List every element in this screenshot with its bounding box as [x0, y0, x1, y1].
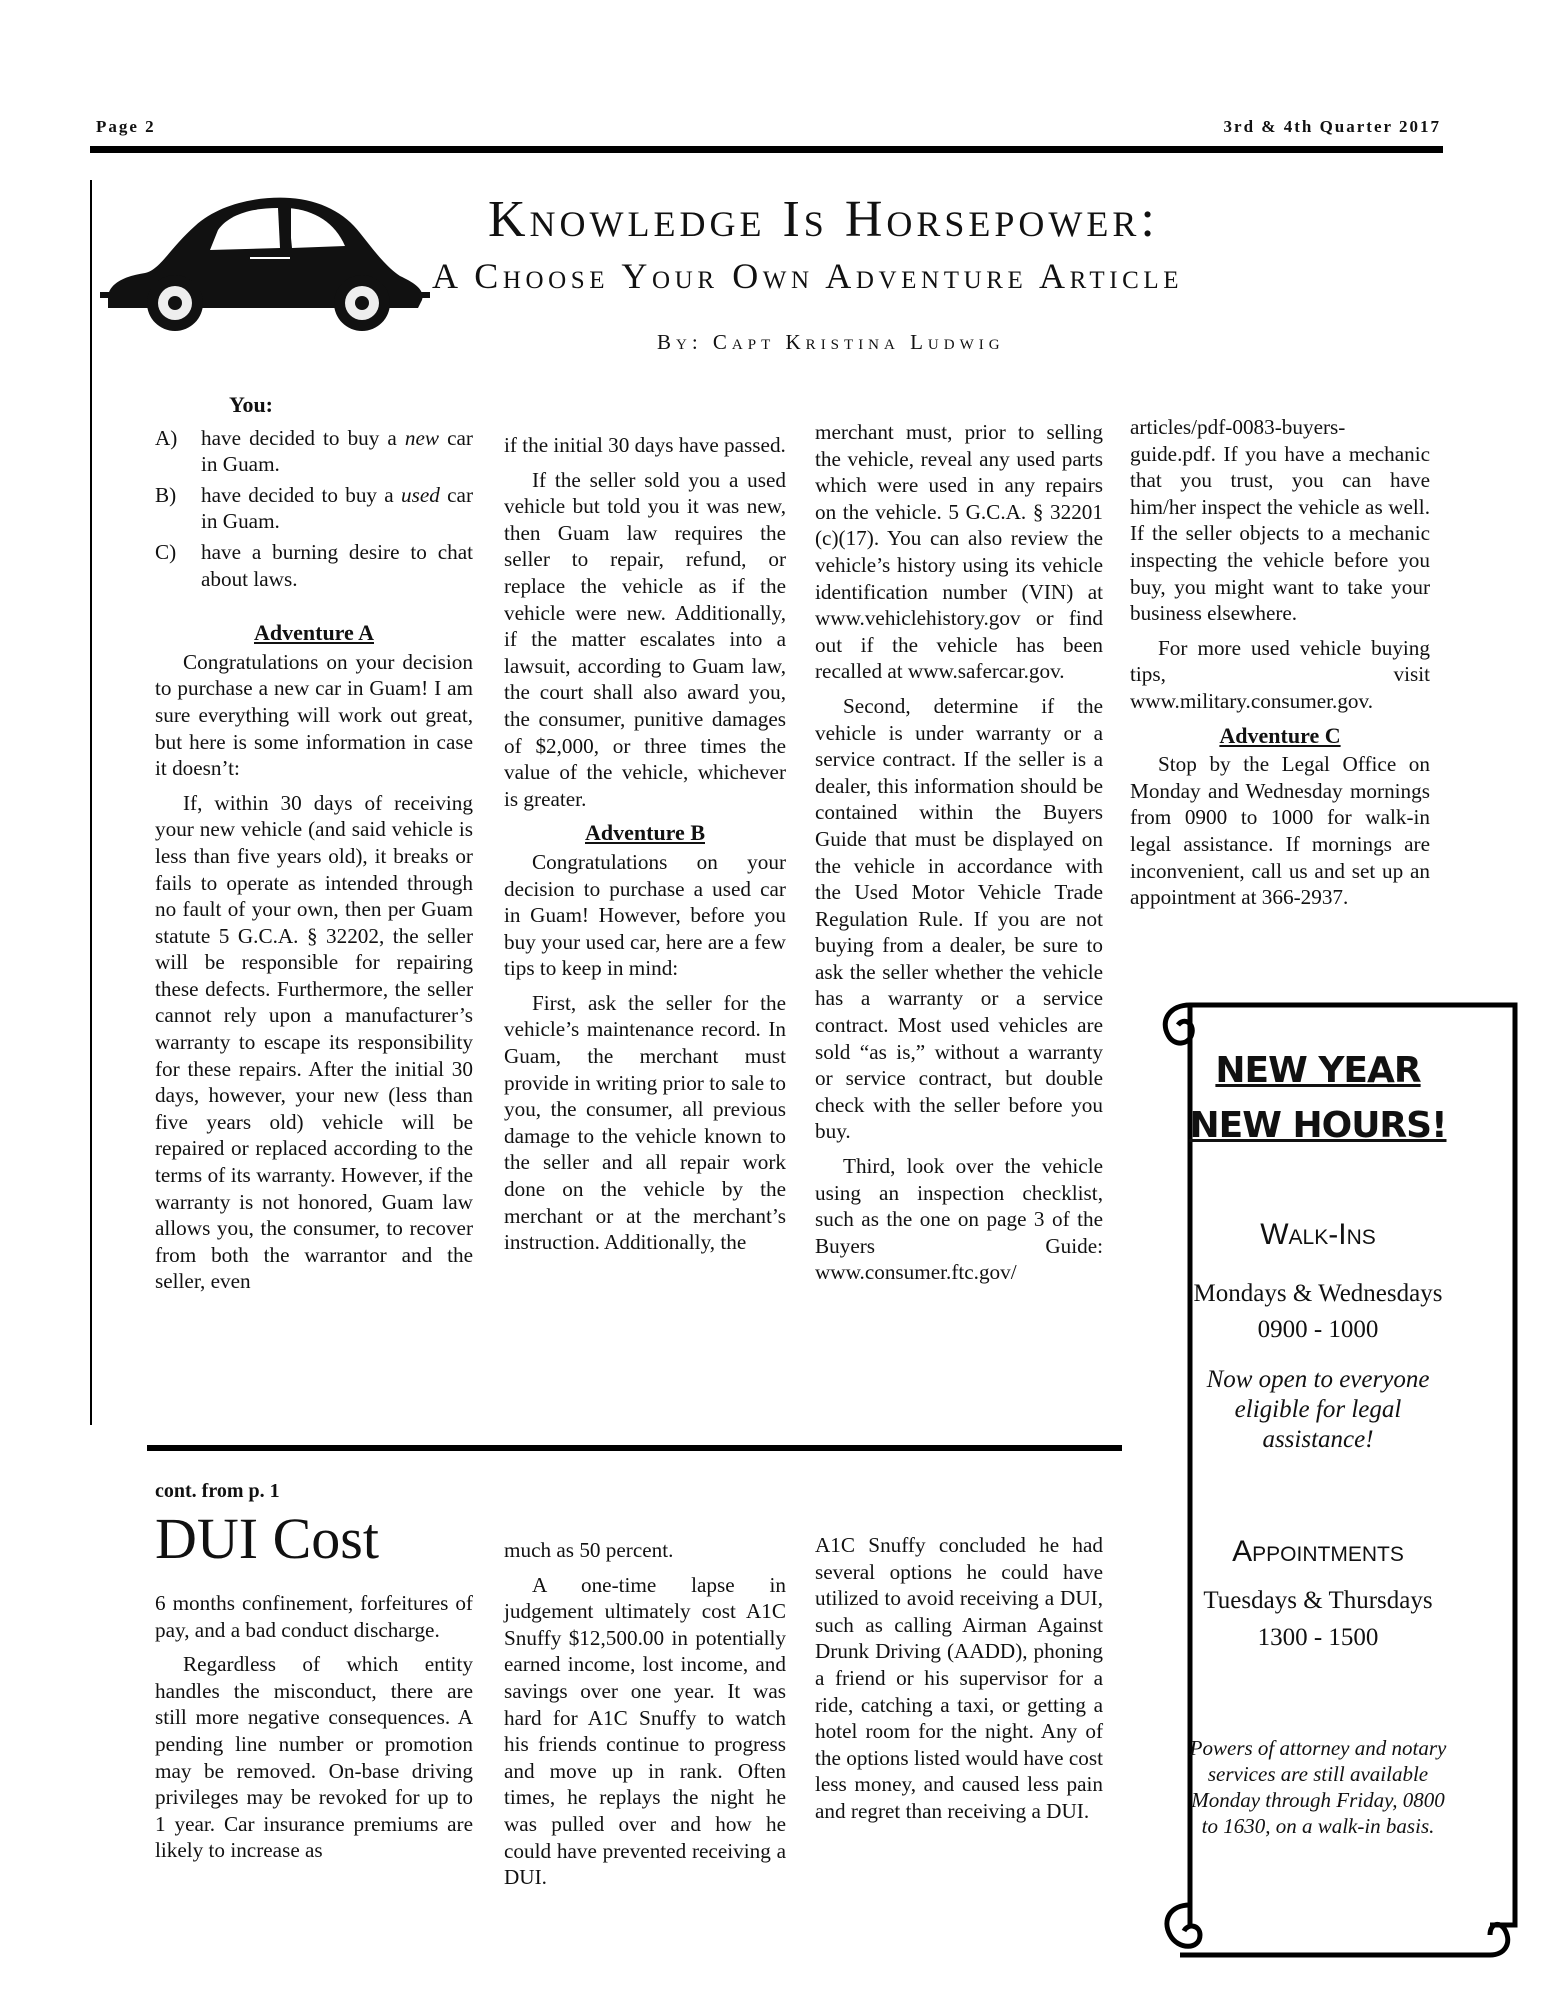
adventure-b-third-cont: articles/pdf-0083-buyers-guide.pdf. If you have a mechanic that you trust, you can have him/her inspect the vehicle as well. If the seller objects to a mechanic inspecting the vehicle before you buy, you might want to take your business elsewhere. — [1130, 415, 1430, 626]
article-column-2 — [504, 432, 786, 1256]
dui-title: DUI Cost — [155, 1506, 379, 1571]
adventure-a-heading: Adventure A — [254, 620, 374, 646]
dui-paragraph: much as 50 percent. — [504, 1538, 674, 1562]
page-number: Page 2 — [96, 117, 156, 136]
adventure-b-heading: Adventure B — [585, 820, 705, 846]
adventure-c-body: Stop by the Legal Office on Monday and Wednesday mornings from 0900 to 1000 for walk-in legal assistance. If mornings are inconvenient, call us and set up an appointment at 366-2937. — [1130, 752, 1430, 910]
new-hours-headline: NEW HOURS! — [1189, 1105, 1447, 1146]
article-column-3 — [815, 419, 1103, 1286]
car-illustration — [100, 188, 430, 333]
adventure-a-body-cont: if the initial 30 days have passed. — [504, 433, 786, 457]
dui-column-2 — [504, 1537, 786, 1891]
new-year-headline: NEW YEAR — [1215, 1050, 1421, 1091]
adventure-b-intro: Congratulations on your decision to purchase a used car in Guam! However, before you buy your used car, here are a few tips to keep in mind: — [504, 849, 786, 981]
adventure-a-intro: Congratulations on your decision to purchase a new car in Guam! I am sure everything will work out great, but here is some information in case it doesn’t: — [155, 649, 473, 781]
dui-column-1 — [155, 1590, 473, 1864]
adventure-b-second: Second, determine if the vehicle is under warranty or a service contract. If the seller is a dealer, this information should be contained within the Buyers Guide that must be displayed on the vehicle in accordance with the Used Motor Vehicle Trade Regulation Rule. If you are not buying from a dealer, be sure to ask the seller whether the vehicle has a warranty or a service contract. Most used vehicles are sold “as is,” without a warranty or service contract, but double check with the seller before you buy. — [815, 693, 1103, 1144]
adventure-a-body: If, within 30 days of receiving your new vehicle (and said vehicle is less than five years old), it breaks or fails to operate as intended through no fault of your own, then per Guam statute 5 G.C.A. § 32202, the seller will be responsible for repairing these defects. Furthermore, the seller cannot rely upon a manufacturer’s warranty to escape its responsibility for these repairs. After the initial 30 days, however, your new (less than five years old) vehicle will be repaired or replaced according to the terms of its warranty. However, if the warranty is not honored, Guam law allows you, the consumer, to recover from both the warrantor and the seller, even — [155, 790, 473, 1294]
appointments-heading: Appointments — [1232, 1535, 1404, 1568]
issue-label: 3rd & 4th Quarter 2017 — [1223, 117, 1441, 136]
dui-paragraph: A1C Snuffy concluded he had several options he could have utilized to avoid receiving a DUI, such as calling Airman Against Drunk Driving (AADD), phoning a friend or his supervisor for a ride, catching a taxi, or getting a hotel room for the night. Any of the options listed would have cost less money, and caused less pain and regret than receiving a DUI. — [815, 1533, 1103, 1823]
adventure-b-tips: For more used vehicle buying tips, visit www.military.consumer.gov. — [1130, 635, 1430, 713]
article-column-1 — [155, 392, 473, 1295]
option-text-part: car in Guam. — [201, 482, 473, 534]
option-letter: C) — [155, 539, 177, 564]
article-title: Knowledge Is Horsepower: — [488, 191, 1159, 248]
option-text-part: have decided to buy a — [201, 425, 405, 450]
option-emphasis: used — [401, 482, 440, 507]
option-text: have a burning desire to chat about laws. — [201, 539, 473, 591]
dui-paragraph: 6 months confinement, forfeitures of pay, and a bad conduct discharge. — [155, 1591, 473, 1642]
appointments-time: 1300 - 1500 — [1257, 1624, 1379, 1651]
option-emphasis: new — [404, 425, 440, 450]
byline: By: Capt Kristina Ludwig — [657, 330, 1005, 354]
adventure-b-first: First, ask the seller for the vehicle’s maintenance record. In Guam, the merchant must provide in writing prior to sale to you, the consumer, all previous damage to the vehicle known to the seller and all repair work done on the vehicle by the merchant or at the merchant’s instruction. Additionally, the — [504, 990, 786, 1255]
adventure-b-third: Third, look over the vehicle using an inspection checklist, such as the one on page 3 of the Buyers Guide: www.consumer.ftc.gov/ — [815, 1154, 1103, 1285]
option-text — [201, 425, 473, 478]
article-column-4 — [1130, 414, 1430, 911]
walkins-days: Mondays & Wednesdays — [1193, 1280, 1443, 1307]
section-rule — [147, 1445, 1122, 1451]
left-rule — [90, 180, 92, 1425]
option-text-part: have decided to buy a — [201, 482, 401, 507]
dui-paragraph: Regardless of which entity handles the misconduct, there are still more negative consequences. A pending line number or promotion may be removed. On-base driving privileges may be revoked for up to 1 year. Car insurance premiums are likely to increase as — [155, 1652, 473, 1863]
dui-column-3 — [815, 1532, 1103, 1825]
header-rule — [90, 146, 1443, 153]
option-b — [155, 482, 473, 535]
adventure-c-heading: Adventure C — [1219, 722, 1341, 748]
continued-label: cont. from p. 1 — [155, 1480, 280, 1502]
option-c — [155, 539, 473, 592]
option-text-part: car in Guam. — [201, 425, 473, 477]
appointments-days: Tuesdays & Thursdays — [1203, 1587, 1433, 1614]
option-letter: B) — [155, 482, 177, 507]
option-a — [155, 425, 473, 478]
walkins-note: Now open to everyone eligible for legal assistance! — [1206, 1366, 1430, 1453]
you-label: You: — [229, 392, 274, 417]
walkins-time: 0900 - 1000 — [1257, 1316, 1379, 1343]
option-text — [201, 482, 473, 535]
article-subtitle: A Choose Your Own Adventure Article — [432, 256, 1184, 296]
walkins-heading: Walk-Ins — [1260, 1218, 1376, 1251]
option-letter: A) — [155, 425, 178, 450]
notary-note: Powers of attorney and notary services are still available Monday through Friday, 0800 to 1630, on a walk-in basis. — [1189, 1736, 1447, 1838]
dui-paragraph: A one-time lapse in judgement ultimately cost A1C Snuffy $12,500.00 in potentially earned income, lost income, and savings over one year. It was hard for A1C Snuffy to watch his friends continue to progress and move up in rank. Often times, he replays the night he was pulled over and how he could have prevented receiving a DUI. — [504, 1572, 786, 1890]
adventure-b-first-cont: merchant must, prior to selling the vehicle, reveal any used parts which were used in any repairs on the vehicle. 5 G.C.A. § 32201 (c)(17). You can also review the vehicle’s history using its vehicle identification number (VIN) at www.vehiclehistory.gov or find out if the vehicle has been recalled at www.safercar.gov. — [815, 420, 1103, 684]
adventure-a-misrepresentation: If the seller sold you a used vehicle but told you it was new, then Guam law requires the seller to repair, refund, or replace the vehicle as if the vehicle were new. Additionally, if the matter escalates into a lawsuit, according to Guam law, the court shall also award you, the consumer, punitive damages of $2,000, or three times the value of the vehicle, whichever is greater. — [504, 467, 786, 811]
